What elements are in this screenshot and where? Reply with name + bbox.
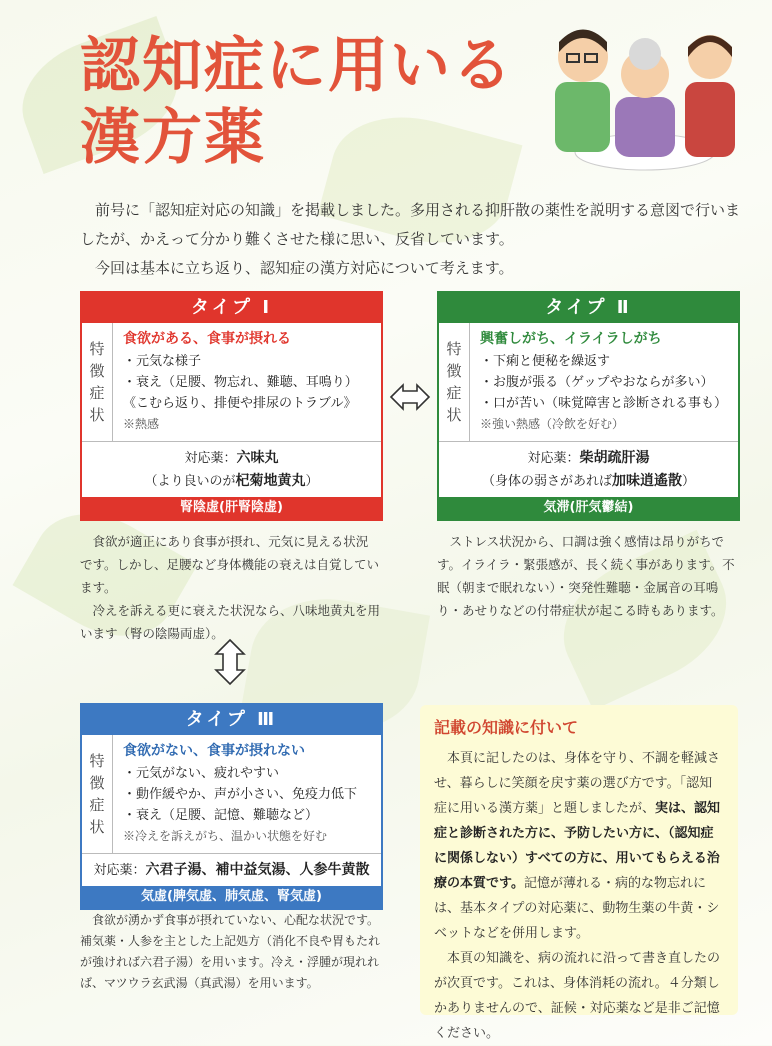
intro-text	[80, 196, 740, 283]
type2-footer: 気滞(肝気鬱結)	[439, 497, 738, 519]
type2-box	[437, 291, 740, 521]
type3-symptoms	[113, 735, 381, 853]
caregivers-illustration	[545, 12, 745, 172]
symptom-item: ・下痢と便秘を繰返す	[480, 354, 611, 369]
symptom-item: 《こむら返り、排便や排尿のトラブル》	[123, 396, 357, 411]
remedy-main: 六味丸	[236, 450, 279, 466]
double-arrow-horizontal-icon	[389, 376, 431, 418]
knowledge-note-box	[420, 705, 738, 1041]
type2-remedy: 対応薬：柴胡疏肝湯 （身体の弱さがあれば加味逍遙散）	[481, 450, 696, 489]
feature-label: 特 徴 症 状	[82, 323, 113, 441]
intro-paragraph: 今回は基本に立ち返り、認知症の漢方対応について考えます。	[95, 259, 514, 277]
feature-label: 特 徴 症 状	[439, 323, 470, 441]
intro-paragraph: 前号に「認知症対応の知識」を掲載しました。多用される抑肝散の薬性を説明する意図で行いましたが、かえって分かり難くさせた様に思い、反省しています。	[80, 201, 741, 248]
type2-description: ストレス状況から、口調は強く感情は昂りがちです。イライラ・緊張感が、長く続く事があります。不眠（朝まで眠れない）・突発性難聴・金属音の耳鳴り・あせりなどの付帯症状が起こる時もあります。	[437, 534, 735, 618]
type3-remedy: 対応薬：六君子湯、補中益気湯、人参牛黄散	[93, 862, 370, 878]
type1-description: 食欲が適正にあり食事が摂れ、元気に見える状況です。しかし、足腰など身体機能の衰えは自覚しています。 冷えを訴える更に衰えた状況なら、八味地黄丸を用います（腎の陰陽両虚）。	[80, 534, 381, 641]
symptom-item: ・衰え（足腰、記憶、難聴など）	[123, 808, 319, 823]
symptom-note: ※強い熱感（冷飲を好む）	[480, 417, 625, 431]
page-title	[80, 30, 514, 174]
type1-headline: 食欲がある、食事が摂れる	[123, 331, 291, 347]
type2-header: タイプ Ⅱ	[439, 293, 738, 323]
knowledge-note-paragraph: 本頁の知識を、病の流れに沿って書き直したのが次頁です。これは、身体消耗の流れ。４分類しかありませんので、証候・対応薬など是非ご記憶ください。	[434, 951, 721, 1041]
symptom-item: ・衰え（足腰、物忘れ、難聴、耳鳴り）	[123, 375, 358, 390]
knowledge-note-paragraph: 本頁に記したのは、身体を守り、不調を軽減させ、暮らしに笑顔を戻す薬の選び方です。「認知症に用いる漢方薬」と題しましたが、実は、認知症と診断された方に、予防したい方に、（認知症に関係しない）すべての方に、用いてもらえる治療の本質です。記憶が薄れる・病的な物忘れには、基本タイプの対応薬に、動物生薬の牛黄・シベットなどを併用します。	[434, 751, 721, 941]
type1-symptoms	[113, 323, 381, 441]
symptom-item: ・口が苦い（味覚障害と診断される事も）	[480, 396, 728, 411]
symptom-note: ※熱感	[123, 417, 160, 431]
type3-header: タイプ Ⅲ	[82, 705, 381, 735]
double-arrow-vertical-icon	[209, 638, 251, 686]
remedy-alt: 加味逍遙散	[612, 473, 682, 489]
title-line-1: 認知症に用いる	[80, 31, 514, 101]
knowledge-note-title: 記載の知識に付いて	[434, 718, 579, 737]
type1-header: タイプ Ⅰ	[82, 293, 381, 323]
type1-box	[80, 291, 383, 521]
symptom-item: ・お腹が張る（ゲップやおならが多い）	[480, 375, 714, 390]
type3-footer: 気虚(脾気虚、肺気虚、腎気虚)	[82, 886, 381, 908]
remedy-main: 柴胡疏肝湯	[579, 450, 650, 466]
type3-headline: 食欲がない、食事が摂れない	[123, 743, 305, 759]
type3-box	[80, 703, 383, 910]
type3-description: 食欲が湧かず食事が摂れていない、心配な状況です。補気薬・人参を主とした上記処方（消化不良や胃もたれが強ければ六君子湯）を用います。冷え・浮腫が現れれば、マツウラ玄武湯（真武湯）を用います。	[80, 913, 381, 990]
type1-remedy: 対応薬：六味丸 （より良いのが杞菊地黄丸）	[144, 450, 319, 489]
symptom-item: ・元気な様子	[123, 354, 202, 369]
title-line-2: 漢方薬	[80, 103, 266, 173]
remedy-main: 六君子湯、補中益気湯、人参牛黄散	[145, 862, 370, 878]
symptom-item: ・元気がない、疲れやすい	[123, 766, 280, 781]
type2-headline: 興奮しがち、イライラしがち	[480, 331, 662, 347]
type2-symptoms	[470, 323, 738, 441]
symptom-note: ※冷えを訴えがち、温かい状態を好む	[123, 829, 328, 843]
remedy-alt: 杞菊地黄丸	[235, 473, 306, 489]
feature-label: 特 徴 症 状	[82, 735, 113, 853]
type1-footer: 腎陰虚(肝腎陰虚)	[82, 497, 381, 519]
symptom-item: ・動作緩やか、声が小さい、免疫力低下	[123, 787, 358, 802]
